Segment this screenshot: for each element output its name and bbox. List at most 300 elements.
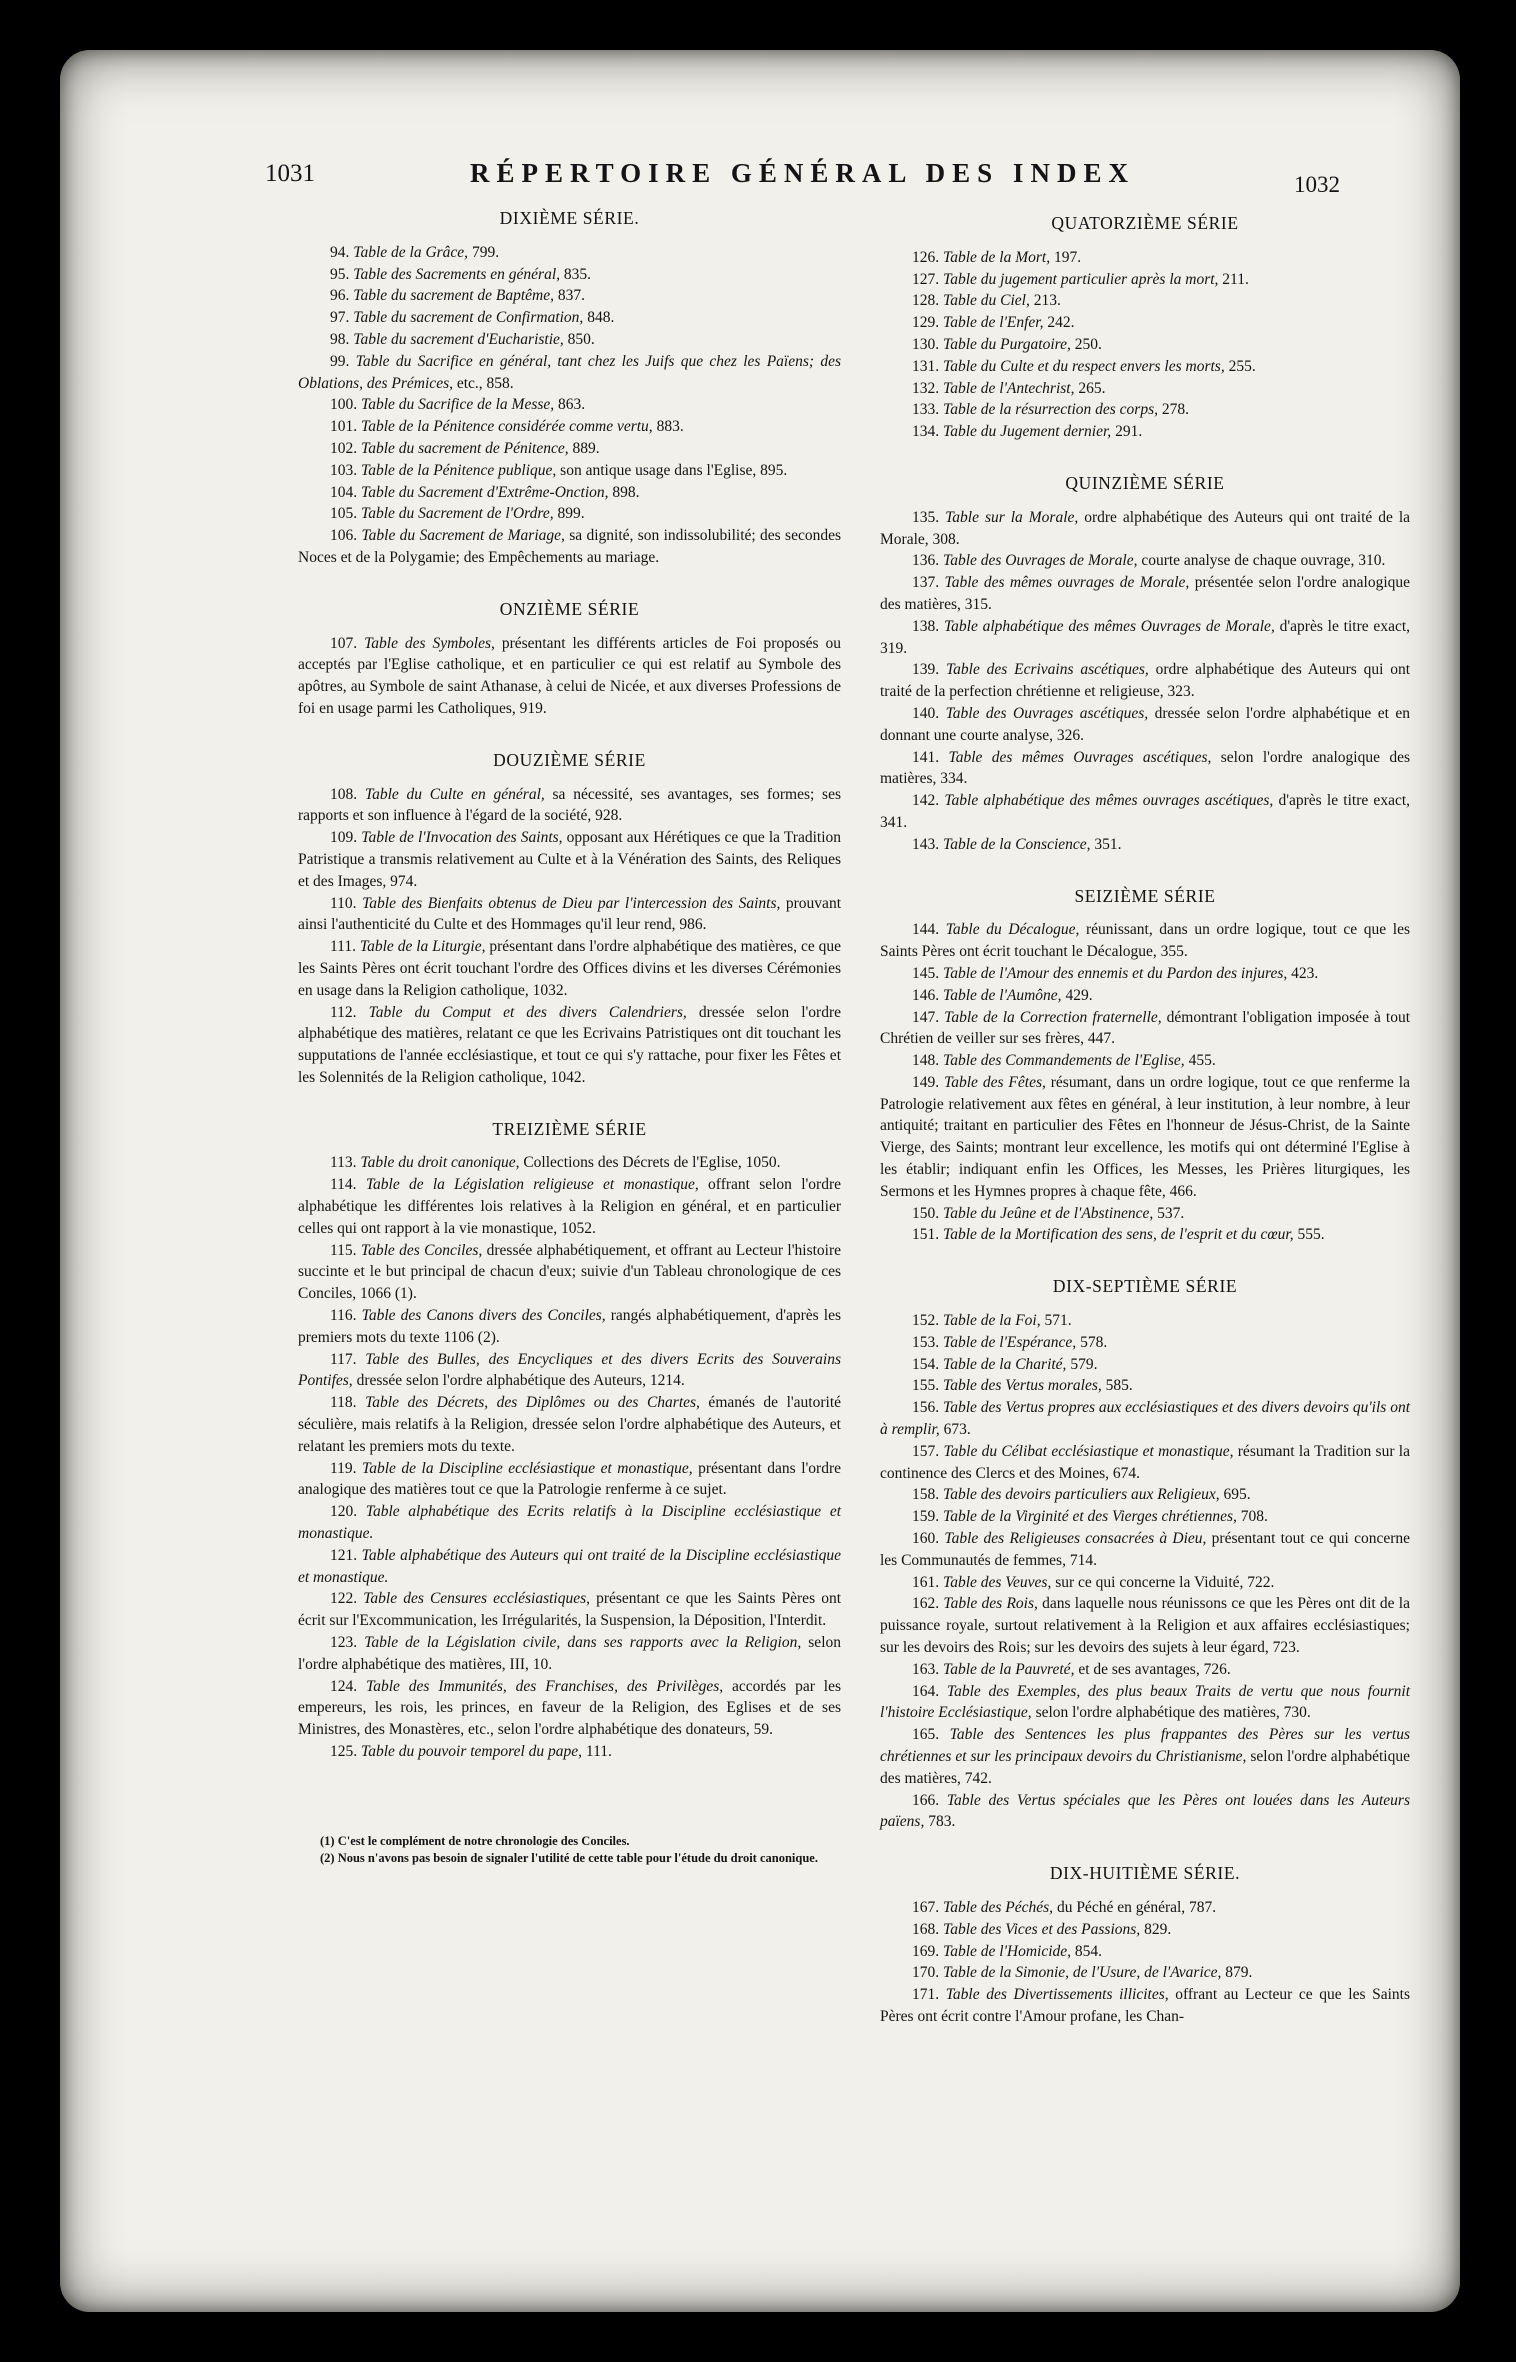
entry-number: 101. <box>330 418 358 436</box>
entry-title: Table des Divertissements illicites, <box>945 1986 1169 2004</box>
index-entry <box>880 421 1410 443</box>
entry-title: Table des Vertus spéciales que les Pères ont louées dans les Auteurs païens, <box>880 1791 1410 1831</box>
entry-title: Table des Bulles, des Encycliques et des divers Ecrits des Souverains Pontifes, <box>298 1350 842 1390</box>
entry-description: sa dignité, son indissolubilité; des secondes Noces et de la Polygamie; des Empêchements au mariage. <box>298 527 841 566</box>
entry-title: Table de la résurrection des corps, <box>943 401 1158 419</box>
entry-number: 134. <box>912 423 940 441</box>
section-15 <box>880 473 1410 856</box>
entry-number: 99. <box>330 352 350 370</box>
entry-title: Table des Immunités, des Franchises, des Privilèges, <box>366 1677 724 1695</box>
index-entry <box>880 1724 1410 1789</box>
entry-description: 111. <box>582 1743 612 1760</box>
entry-number: 132. <box>912 379 940 397</box>
entry-title: Table du sacrement de Baptême, <box>353 287 554 305</box>
entry-number: 129. <box>912 314 940 332</box>
entry-number: 159. <box>912 1508 940 1526</box>
entry-description: 837. <box>554 287 585 305</box>
entry-description: Collections des Décrets de l'Eglise, 1050. <box>519 1154 781 1172</box>
index-entry <box>298 1174 841 1239</box>
entry-number: 143. <box>912 835 940 853</box>
entry-title: Table de la Charité, <box>943 1355 1067 1373</box>
entry-title: Table du sacrement de Pénitence, <box>361 439 569 457</box>
index-entry <box>880 1072 1410 1203</box>
entry-number: 158. <box>912 1486 940 1504</box>
index-entry <box>880 985 1410 1007</box>
entry-number: 112. <box>330 1003 357 1021</box>
entry-description: offrant au Lecteur ce que les Saints Pères ont écrit contre l'Amour profane, les Chan- <box>880 1986 1410 2025</box>
entry-description: présentant les différents articles de Foi proposés ou acceptés par l'Eglise catholique, et en particulier ce qui est relatif au Symbole des apôtres, au Symbole de saint Athanase, à celui de Nicée, et aux diverses Professions de foi en usage parmi les Catholiques, 919. <box>298 634 842 717</box>
index-entry <box>880 1506 1410 1528</box>
entry-number: 164. <box>912 1682 940 1700</box>
entry-title: Table du Culte et du respect envers les morts, <box>943 357 1225 375</box>
entry-title: Table des Religieuses consacrées à Dieu, <box>944 1530 1207 1548</box>
index-entry <box>298 1305 841 1349</box>
entry-description: 213. <box>1029 292 1061 310</box>
entry-description: présentée selon l'ordre analogique des matières, 315. <box>880 574 1411 613</box>
index-entry <box>880 269 1410 291</box>
footnote-2: (2) Nous n'avons pas besoin de signaler l'utilité de cette table pour l'étude du droit canonique. <box>320 1850 818 1865</box>
index-entry <box>880 399 1410 421</box>
entry-title: Table des Ouvrages ascétiques, <box>945 704 1149 722</box>
entry-title: Table de la Pauvreté, <box>943 1660 1075 1678</box>
entry-title: Table des Ecrivains ascétiques, <box>945 661 1149 679</box>
entry-title: Table des Vertus morales, <box>943 1377 1102 1395</box>
entry-description: présentant ce que les Saints Pères ont écrit sur l'Excommunication, les Irrégularités, la Suspension, la Déposition, l'Interdit. <box>298 1590 841 1630</box>
entry-title: Table du jugement particulier après la mort, <box>943 270 1219 288</box>
entry-description: 783. <box>924 1813 956 1831</box>
entry-description: 799. <box>468 243 500 261</box>
entry-title: Table de la Simonie, de l'Usure, de l'Avarice, <box>943 1964 1222 1982</box>
section-18 <box>880 1863 1410 2028</box>
page-title: RÉPERTOIRE GÉNÉRAL DES INDEX <box>470 158 1135 188</box>
entry-title: Table des Péchés, <box>943 1898 1054 1916</box>
index-entry <box>880 1310 1410 1332</box>
index-entry <box>880 659 1410 703</box>
entry-title: Table de la Mort, <box>943 248 1051 266</box>
left-column <box>298 208 841 1867</box>
entry-title: Table des Vices et des Passions, <box>943 1920 1141 1938</box>
entry-number: 126. <box>912 248 940 266</box>
entry-title: Table de la Conscience, <box>943 835 1091 853</box>
entry-description: accordés par les empereurs, les rois, les princes, en faveur de la Religion, des Eglises et de ses Ministres, des Monastères, etc., selon l'ordre alphabétique des donateurs, 59. <box>298 1677 841 1739</box>
entry-number: 146. <box>912 986 940 1004</box>
entry-description: 255. <box>1224 357 1256 375</box>
index-entry <box>880 1484 1410 1506</box>
index-entry <box>298 351 841 395</box>
page-number-right: 1032 <box>1294 172 1340 197</box>
entry-number: 162. <box>912 1595 940 1613</box>
entry-number: 147. <box>912 1008 940 1026</box>
entry-description: courte analyse de chaque ouvrage, 310. <box>1137 552 1386 570</box>
index-entry <box>298 1152 841 1174</box>
entry-description: résumant, dans un ordre logique, tout ce que renferme la Patrologie relativement aux fêtes en général, à leur institution, à leur nombre, à leur antiquité; traitant en particulier des Fêtes en l'honneur de Jésus-Christ, de la Sainte Vierge, des Saints; montrant leur excellence, les motifs qui ont déterminé l'Eglise à les établir; indiquant enfin les Offices, les Messes, les Prières liturgiques, les Sermons et les Hymnes propres à chaque fête, 466. <box>880 1073 1410 1200</box>
entry-title: Table de la Correction fraternelle, <box>944 1008 1162 1026</box>
index-entry <box>880 1050 1410 1072</box>
entry-number: 102. <box>330 439 358 457</box>
section-17 <box>880 1276 1410 1833</box>
index-entry <box>298 1392 841 1457</box>
entry-title: Table du Purgatoire, <box>943 335 1071 353</box>
entry-description: émanés de l'autorité séculière, mais relatifs à la Religion, dressée selon l'ordre alphabétique des Auteurs, et relatant les premiers mots du texte. <box>298 1394 842 1455</box>
entry-title: Table du Comput et des divers Calendriers, <box>368 1003 687 1021</box>
entry-title: Table des Ouvrages de Morale, <box>943 552 1138 570</box>
index-entry <box>298 1458 841 1502</box>
entry-number: 136. <box>912 552 940 570</box>
entry-description: offrant selon l'ordre alphabétique les différentes lois relatives à la Religion en général, et en particulier celles qui ont rapport à la vie monastique, 1052. <box>298 1176 841 1237</box>
index-entry <box>880 834 1410 856</box>
entry-number: 149. <box>912 1073 940 1091</box>
index-entry <box>298 242 841 264</box>
entry-number: 120. <box>330 1503 358 1521</box>
index-entry <box>880 334 1410 356</box>
entry-title: Table de la Discipline ecclésiastique et monastique, <box>362 1459 693 1477</box>
entry-number: 96. <box>330 287 350 305</box>
entry-description: du Péché en général, 787. <box>1053 1898 1217 1916</box>
entry-description: 278. <box>1157 401 1189 419</box>
entry-title: Table du pouvoir temporel du pape, <box>361 1743 583 1760</box>
index-entry <box>298 784 841 828</box>
entry-title: Table de la Foi, <box>943 1312 1041 1330</box>
index-entry <box>298 1632 841 1676</box>
entry-title: Table des Sacrements en général, <box>353 265 561 283</box>
index-entry <box>880 703 1410 747</box>
entry-description: 883. <box>652 418 684 436</box>
entry-description: 898. <box>608 483 640 501</box>
section-11 <box>298 599 841 720</box>
entry-number: 124. <box>330 1677 358 1695</box>
footnote-1: (1) C'est le complément de notre chronologie des Conciles. <box>320 1833 630 1848</box>
entry-number: 153. <box>912 1333 940 1351</box>
entry-number: 117. <box>330 1350 357 1368</box>
entry-title: Table de l'Antechrist, <box>943 379 1075 397</box>
entry-description: présentant dans l'ordre alphabétique des matières, ce que les Saints Pères ont écrit touchant l'ordre des Offices divins et les diverses Cérémonies en usage dans la Religion catholique, 1032. <box>298 938 842 999</box>
entry-description: 197. <box>1050 248 1082 266</box>
section-16 <box>880 886 1410 1247</box>
section-12 <box>298 750 841 1089</box>
entry-description: 863. <box>554 396 586 414</box>
entry-description: ordre alphabétique des Auteurs qui ont traité de la Morale, 308. <box>880 508 1411 548</box>
index-entry <box>880 1919 1410 1941</box>
entry-description: 555. <box>1293 1226 1325 1244</box>
entry-description: et de ses avantages, 726. <box>1074 1660 1231 1678</box>
entry-title: Table du Sacrifice en général, tant chez les Juifs que chez les Païens; des Oblations, des Prémices, <box>298 352 842 392</box>
index-entry <box>298 482 841 504</box>
entry-number: 128. <box>912 292 940 310</box>
entry-description: 423. <box>1287 964 1319 982</box>
section-heading: SEIZIÈME SÉRIE <box>1074 885 1216 906</box>
entry-description: réunissant, dans un ordre logique, tout ce que les Saints Pères ont écrit touchant le Décalogue, 355. <box>880 921 1410 961</box>
entry-description: 889. <box>568 439 600 457</box>
entry-title: Table de l'Aumône, <box>943 986 1062 1004</box>
index-entry <box>880 1962 1410 1984</box>
running-header <box>265 158 1340 198</box>
entry-title: Table des Canons divers des Conciles, <box>361 1307 606 1325</box>
entry-description: selon l'ordre analogique des matières, 334. <box>880 748 1411 788</box>
index-entry <box>880 790 1410 834</box>
index-entry <box>880 356 1410 378</box>
entry-description: 854. <box>1071 1942 1103 1960</box>
index-entry <box>880 1203 1410 1225</box>
entry-number: 142. <box>912 792 940 810</box>
entry-number: 144. <box>912 921 940 939</box>
index-entry <box>298 285 841 307</box>
entry-description: 537. <box>1153 1204 1185 1222</box>
entry-number: 123. <box>330 1634 358 1652</box>
entry-description: 351. <box>1090 835 1122 853</box>
entry-title: Table du Célibat ecclésiastique et monastique, <box>943 1442 1234 1460</box>
entry-title: Table du droit canonique, <box>360 1154 520 1172</box>
index-entry <box>880 1007 1410 1051</box>
entry-title: Table des Censures ecclésiastiques, <box>363 1590 591 1608</box>
entry-number: 121. <box>330 1546 358 1564</box>
entry-number: 171. <box>912 1986 940 2004</box>
index-entry <box>880 550 1410 572</box>
entry-description: 695. <box>1219 1486 1251 1504</box>
index-entry <box>880 572 1410 616</box>
index-entry <box>298 1240 841 1305</box>
index-entry <box>298 438 841 460</box>
entry-description: présentant dans l'ordre analogique des matières tout ce que la Patrologie renferme à ce sujet. <box>298 1459 841 1499</box>
index-entry <box>298 1545 841 1589</box>
entry-title: Table du Sacrement de l'Ordre, <box>361 505 554 523</box>
entry-title: Table du Culte en général, <box>364 785 545 803</box>
entry-title: Table du Sacrifice de la Messe, <box>361 396 555 414</box>
index-entry <box>298 1501 841 1545</box>
entry-description: 899. <box>553 505 585 523</box>
entry-number: 106. <box>330 527 358 545</box>
entry-description: 829. <box>1140 1920 1172 1938</box>
index-entry <box>880 1984 1410 2028</box>
index-entry <box>298 1741 841 1763</box>
entry-title: Table de l'Invocation des Saints, <box>361 829 563 847</box>
entry-title: Table des Symboles, <box>364 634 495 652</box>
index-entry <box>880 1659 1410 1681</box>
entry-title: Table du Sacrement de Mariage, <box>361 527 565 545</box>
index-entry <box>880 1332 1410 1354</box>
entry-title: Table des Commandements de l'Eglise, <box>943 1052 1185 1070</box>
entry-title: Table de l'Homicide, <box>943 1942 1072 1960</box>
entry-number: 160. <box>912 1530 940 1548</box>
entry-number: 107. <box>330 634 358 652</box>
index-entry <box>880 919 1410 963</box>
entry-description: 850. <box>563 330 595 348</box>
entry-description: dressée selon l'ordre alphabétique des Auteurs, 1214. <box>352 1372 685 1390</box>
entry-number: 138. <box>912 617 940 635</box>
entry-title: Table du Ciel, <box>943 292 1030 310</box>
right-column <box>880 213 1410 2028</box>
entry-description: 848. <box>583 309 615 327</box>
entry-number: 104. <box>330 483 358 501</box>
entry-number: 139. <box>912 661 940 679</box>
entry-title: Table de la Législation civile, dans ses rapports avec la Religion, <box>364 1634 802 1652</box>
entry-title: Table des Exemples, des plus beaux Traits de vertu que nous fournit l'histoire Ecclésiastique, <box>880 1682 1411 1722</box>
entry-description: résumant la Tradition sur la continence des Clercs et des Moines, 674. <box>880 1442 1410 1482</box>
index-entry <box>880 616 1410 660</box>
index-entry <box>880 1397 1410 1441</box>
entry-description: sa nécessité, ses avantages, ses formes; ses rapports et son influence à l'égard de la société, 928. <box>298 785 841 825</box>
entry-description: 455. <box>1184 1052 1216 1070</box>
index-entry <box>880 1790 1410 1834</box>
entry-number: 130. <box>912 335 940 353</box>
entry-number: 98. <box>330 330 350 348</box>
entry-title: Table du sacrement d'Eucharistie, <box>353 330 564 348</box>
entry-description: 578. <box>1076 1333 1108 1351</box>
entry-title: Table du Sacrement d'Extrême-Onction, <box>361 483 609 501</box>
entry-title: Table des Veuves, <box>943 1573 1052 1591</box>
entry-number: 95. <box>330 265 350 283</box>
entry-title: Table des mêmes Ouvrages ascétiques, <box>948 748 1212 766</box>
index-entry <box>880 1224 1410 1246</box>
entry-title: Table de la Pénitence considérée comme vertu, <box>361 418 653 436</box>
index-entry <box>880 963 1410 985</box>
entry-title: Table de l'Enfer, <box>943 314 1044 332</box>
index-entry <box>880 1528 1410 1572</box>
index-entry <box>298 394 841 416</box>
entry-title: Table de la Mortification des sens, de l'esprit et du cœur, <box>943 1226 1294 1244</box>
entry-title: Table de l'Espérance, <box>943 1333 1077 1351</box>
entry-title: Table des Bienfaits obtenus de Dieu par l'intercession des Saints, <box>362 894 781 912</box>
entry-number: 148. <box>912 1052 940 1070</box>
entry-description: son antique usage dans l'Eglise, 895. <box>556 461 788 479</box>
entry-title: Table alphabétique des Ecrits relatifs à la Discipline ecclésiastique et monastique. <box>298 1503 841 1543</box>
entry-title: Table de la Grâce, <box>353 243 469 261</box>
entry-number: 166. <box>912 1791 940 1809</box>
section-10 <box>298 208 841 569</box>
entry-number: 119. <box>330 1459 357 1477</box>
entry-title: Table de l'Amour des ennemis et du Pardon des injures, <box>943 964 1288 982</box>
entry-title: Table des Vertus propres aux ecclésiastiques et des divers devoirs qu'ils ont à remplir, <box>880 1399 1411 1439</box>
entry-description: présentant tout ce qui concerne les Communautés de femmes, 714. <box>880 1530 1410 1569</box>
entry-description: opposant aux Hérétiques ce que la Tradition Patristique a transmis relativement au Culte et à la Vénération des Saints, des Reliques et des Images, 974. <box>298 829 842 890</box>
entry-number: 161. <box>912 1573 940 1591</box>
entry-number: 122. <box>330 1590 358 1608</box>
section-heading: DIXIÈME SÉRIE. <box>499 208 640 228</box>
entry-number: 156. <box>912 1399 940 1417</box>
entry-number: 157. <box>912 1442 940 1460</box>
entry-number: 125. <box>330 1743 358 1760</box>
entry-description: dans laquelle nous réunissons ce que les Pères ont dit de la puissance royale, surtout relativement à la Religion et aux affaires ecclésiastiques; sur les devoirs des Rois; sur les devoirs des sujets à leur égard, 723. <box>880 1595 1410 1657</box>
entry-number: 165. <box>912 1726 940 1744</box>
entry-description: 211. <box>1218 270 1249 288</box>
index-entry <box>298 307 841 329</box>
index-entry <box>880 378 1410 400</box>
entry-number: 170. <box>912 1964 940 1982</box>
entry-description: 242. <box>1043 314 1075 332</box>
section-heading: ONZIÈME SÉRIE <box>499 598 640 619</box>
section-13 <box>298 1119 841 1763</box>
section-heading: TREIZIÈME SÉRIE <box>492 1118 647 1139</box>
entry-number: 131. <box>912 357 940 375</box>
entry-number: 169. <box>912 1942 940 1960</box>
entry-number: 155. <box>912 1377 940 1395</box>
entry-number: 168. <box>912 1920 940 1938</box>
entry-title: Table des Sentences les plus frappantes des Pères sur les vertus chrétiennes et sur les principaux devoirs du Christianisme, <box>880 1726 1411 1765</box>
entry-number: 163. <box>912 1660 940 1678</box>
entry-number: 109. <box>330 829 358 847</box>
index-entry <box>880 1354 1410 1376</box>
entry-title: Table des Conciles, <box>360 1241 483 1259</box>
index-entry <box>880 247 1410 269</box>
entry-number: 100. <box>330 396 358 414</box>
index-entry <box>298 893 841 937</box>
entry-title: Table alphabétique des Auteurs qui ont traité de la Discipline ecclésiastique et monastique. <box>298 1546 841 1586</box>
entry-description: 708. <box>1236 1508 1268 1526</box>
index-entry <box>880 507 1410 551</box>
entry-number: 114. <box>330 1176 357 1194</box>
index-entry <box>880 1375 1410 1397</box>
entry-number: 127. <box>912 270 940 288</box>
entry-description: 579. <box>1066 1355 1098 1373</box>
entry-description: selon l'ordre alphabétique des matières, 730. <box>1031 1704 1311 1722</box>
entry-number: 115. <box>330 1241 357 1259</box>
entry-description: dressée alphabétiquement, et offrant au Lecteur l'histoire succinte et le but principal de chacun d'eux; suivie d'un Tableau chronologique de ces Conciles, 1066 (1). <box>298 1241 842 1303</box>
entry-description: rangés alphabétiquement, d'après les premiers mots du texte 1106 (2). <box>298 1307 841 1346</box>
entry-description: 673. <box>939 1421 971 1439</box>
entry-title: Table du sacrement de Confirmation, <box>353 309 584 327</box>
entry-title: Table de la Législation religieuse et monastique, <box>365 1176 699 1194</box>
entry-title: Table des Décrets, des Diplômes ou des Chartes, <box>365 1394 700 1412</box>
entry-number: 152. <box>912 1312 940 1330</box>
index-entry <box>880 312 1410 334</box>
index-entry <box>880 1572 1410 1594</box>
entry-title: Table des Rois, <box>943 1595 1038 1613</box>
entry-number: 135. <box>912 508 940 526</box>
index-entry <box>298 633 841 720</box>
entry-title: Table de la Virginité et des Vierges chrétiennes, <box>943 1508 1237 1526</box>
entry-title: Table des mêmes ouvrages de Morale, <box>944 574 1190 592</box>
entry-number: 97. <box>330 309 350 327</box>
entry-number: 116. <box>330 1307 357 1325</box>
entry-number: 108. <box>330 785 358 803</box>
index-entry <box>880 1897 1410 1919</box>
entry-title: Table des Fêtes, <box>944 1073 1046 1091</box>
entry-number: 118. <box>330 1394 357 1412</box>
entry-description: dressée selon l'ordre alphabétique et en donnant une courte analyse, 326. <box>880 704 1410 744</box>
entry-description: selon l'ordre alphabétique des matières, 742. <box>880 1748 1410 1787</box>
index-entry <box>880 1441 1410 1485</box>
entry-description: selon l'ordre alphabétique des matières, III, 10. <box>298 1634 841 1673</box>
section-14 <box>880 213 1410 443</box>
entry-number: 110. <box>330 894 357 912</box>
index-entry <box>880 747 1410 791</box>
entry-description: démontrant l'obligation imposée à tout Chrétien de veiller sur ses frères, 447. <box>880 1008 1411 1048</box>
section-heading: QUATORZIÈME SÉRIE <box>1051 213 1239 233</box>
entry-number: 145. <box>912 964 940 982</box>
entry-description: prouvant ainsi l'authenticité du Culte et des Hommages qu'il leur rend, 986. <box>298 894 841 934</box>
entry-description: 291. <box>1111 423 1143 441</box>
entry-description: d'après le titre exact, 319. <box>880 617 1411 657</box>
entry-title: Table du Décalogue, <box>945 921 1080 939</box>
section-heading: DOUZIÈME SÉRIE <box>493 749 646 770</box>
entry-number: 141. <box>912 748 940 766</box>
index-entry <box>298 1588 841 1632</box>
index-entry <box>298 1002 841 1089</box>
entry-number: 113. <box>330 1154 357 1172</box>
entry-number: 94. <box>330 243 350 261</box>
index-entry <box>298 827 841 892</box>
entry-title: Table des devoirs particuliers aux Religieux, <box>943 1486 1220 1504</box>
entry-description: 429. <box>1061 986 1093 1004</box>
entry-number: 151. <box>912 1226 940 1244</box>
entry-number: 133. <box>912 401 940 419</box>
footnotes <box>298 1833 841 1867</box>
page-number-left: 1031 <box>265 160 315 187</box>
entry-title: Table alphabétique des mêmes Ouvrages de Morale, <box>943 617 1275 635</box>
entry-title: Table de la Pénitence publique, <box>361 461 557 479</box>
entry-description: ordre alphabétique des Auteurs qui ont traité de la perfection chrétienne et religieuse, 323. <box>880 661 1411 701</box>
entry-number: 137. <box>912 574 940 592</box>
index-entry <box>298 503 841 525</box>
